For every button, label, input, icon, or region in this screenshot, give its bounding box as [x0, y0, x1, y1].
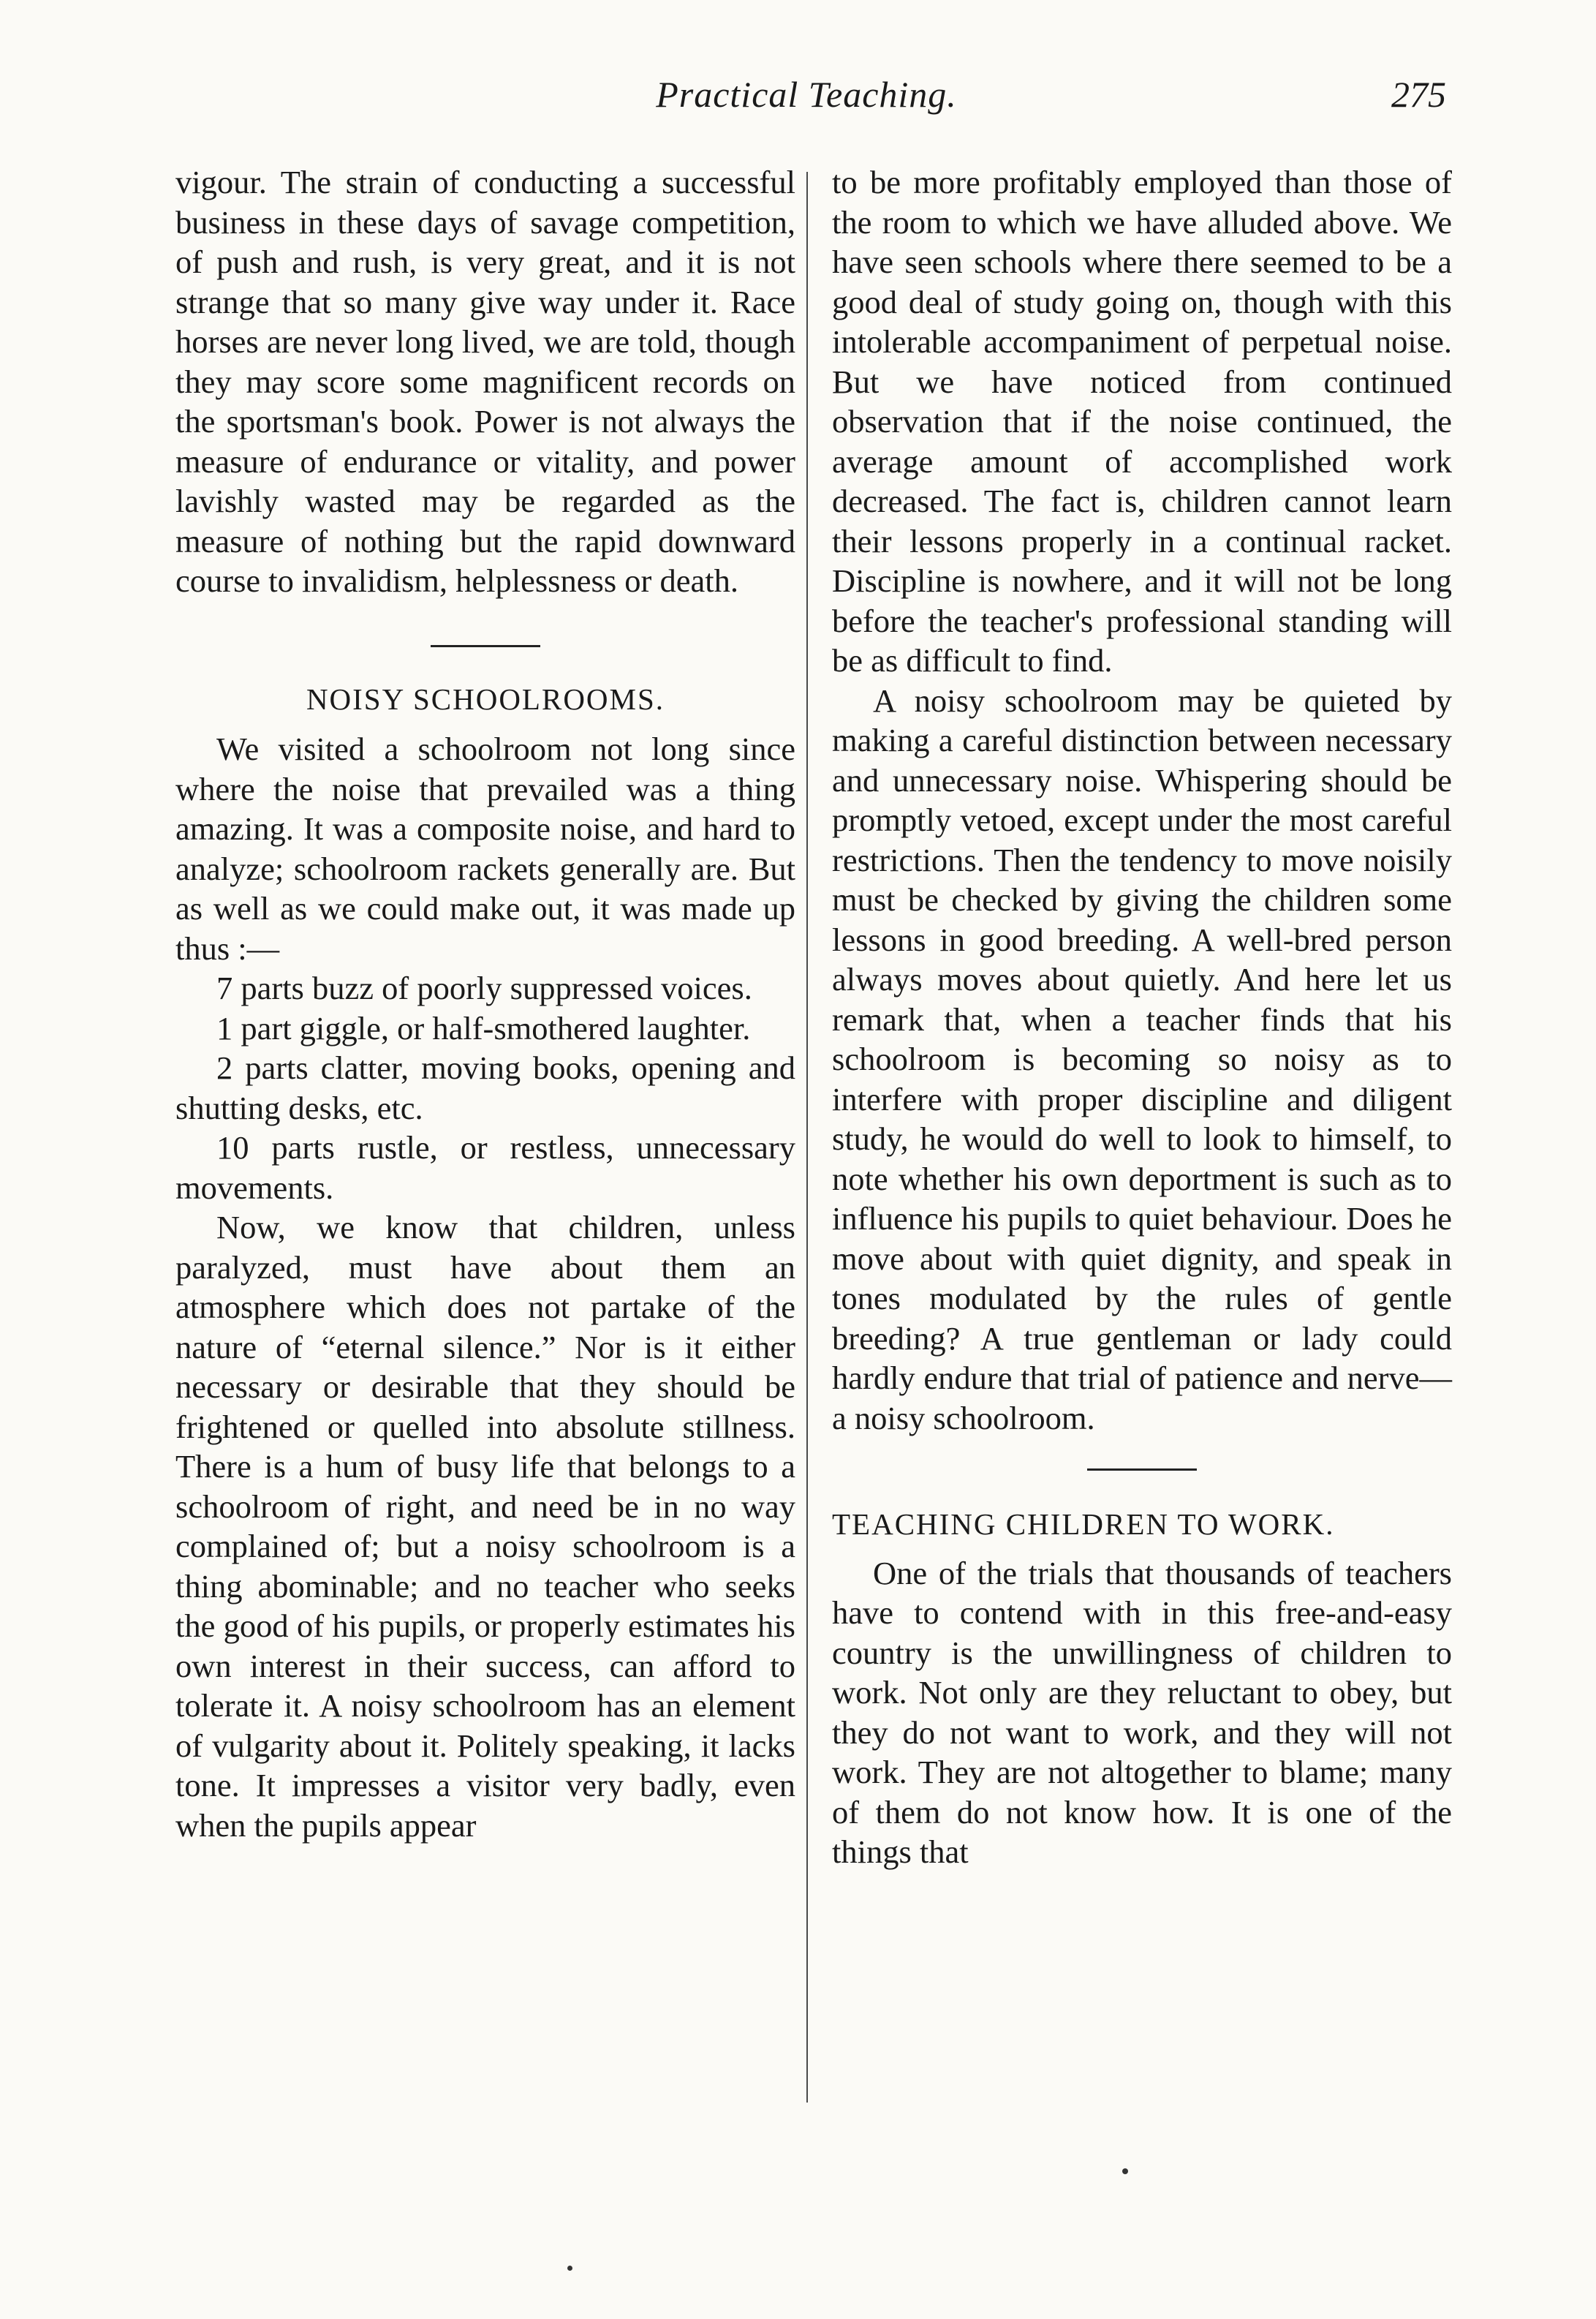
- right-column: [832, 162, 1452, 1872]
- section-heading-noisy-schoolrooms: NOISY SCHOOLROOMS.: [306, 682, 665, 716]
- paragraph: One of the trials that thousands of teachers have to contend with in this free-and-easy country is the unwillingness of children to work. Not only are they reluctant to obey, but they do not want to work, and they will not work. They are not altogether to blame; many of them do not know how. It is one of the things that: [832, 1554, 1452, 1870]
- list-item: 2 parts clatter, moving books, opening and shutting desks, etc.: [175, 1049, 795, 1126]
- page-number: 275: [1391, 74, 1446, 115]
- paragraph: A noisy schoolroom may be quieted by making a careful distinction between necessary and unnecessary noise. Whispering should be promptly vetoed, except under the most careful restrictions. Then the tendency to move noisily must be checked by giving the children some lessons in good breeding. A well-bred person always moves about quietly. And here let us remark that, when a teacher finds that his schoolroom is becoming so noisy as to interfere with proper discipline and diligent study, he would do well to look to himself, to note whether his own deportment is such as to influence his pupils to quiet behaviour. Does he move about with quiet dignity, and speak in tones modulated by the rules of gentle breeding? A true gentleman or lady could hardly endure that trial of patience and nerve—a noisy schoolroom.: [832, 682, 1452, 1436]
- running-title: Practical Teaching.: [656, 74, 957, 115]
- section-heading-teaching-children: TEACHING CHILDREN TO WORK.: [832, 1507, 1335, 1541]
- list-item: 1 part giggle, or half-smothered laughter.: [216, 1009, 751, 1047]
- printer-mark: [1122, 2168, 1128, 2174]
- left-column: [175, 162, 795, 1845]
- paragraph: Now, we know that children, unless paralyzed, must have about them an atmosphere which does not partake of the nature of “eternal silence.” Nor is it either necessary or desirable that they should be frightened or quelled into absolute stillness. There is a hum of busy life that belongs to a schoolroom of right, and need be in no way complained of; but a noisy schoolroom is a thing abominable; and no teacher who seeks the good of his pupils, or properly estimates his own interest in their success, can afford to tolerate it. A noisy schoolroom has an element of vulgarity about it. Politely speaking, it lacks tone. It impresses a visitor very badly, even when the pupils appear: [175, 1209, 795, 1844]
- list-item: 7 parts buzz of poorly suppressed voices.: [216, 970, 752, 1006]
- paragraph: to be more profitably employed than those of the room to which we have alluded above. We have seen schools where there seemed to be a good deal of study going on, though with this intolerable accompaniment of perpetual noise. But we have noticed from continued observation that if the noise continued, the average amount of accomplished work decreased. The fact is, children cannot learn their lessons properly in a continual racket. Discipline is nowhere, and it will not be long before the teacher's professional standing will be as difficult to find.: [832, 164, 1452, 679]
- section-divider: [431, 645, 540, 647]
- paragraph: We visited a schoolroom not long since where the noise that prevailed was a thing amazing. It was a composite noise, and hard to analyze; schoolroom rackets generally are. But as well as we could make out, it was made up thus :—: [175, 731, 795, 967]
- page-header: [167, 73, 1446, 132]
- printer-mark: [567, 2266, 572, 2271]
- intro-paragraph: vigour. The strain of conducting a successful business in these days of savage competition, of push and rush, is very great, and it is not strange that so many give way under it. Race horses are never long lived, we are told, though they may score some magnificent records on the sportsman's book. Power is not always the measure of endurance or vitality, and power lavishly wasted may be regarded as the measure of nothing but the rapid downward course to invalidism, helplessness or death.: [175, 164, 795, 599]
- list-item: 10 parts rustle, or restless, unnecessary movements.: [175, 1129, 795, 1206]
- column-rule: [806, 172, 808, 2103]
- section-divider: [1087, 1468, 1197, 1471]
